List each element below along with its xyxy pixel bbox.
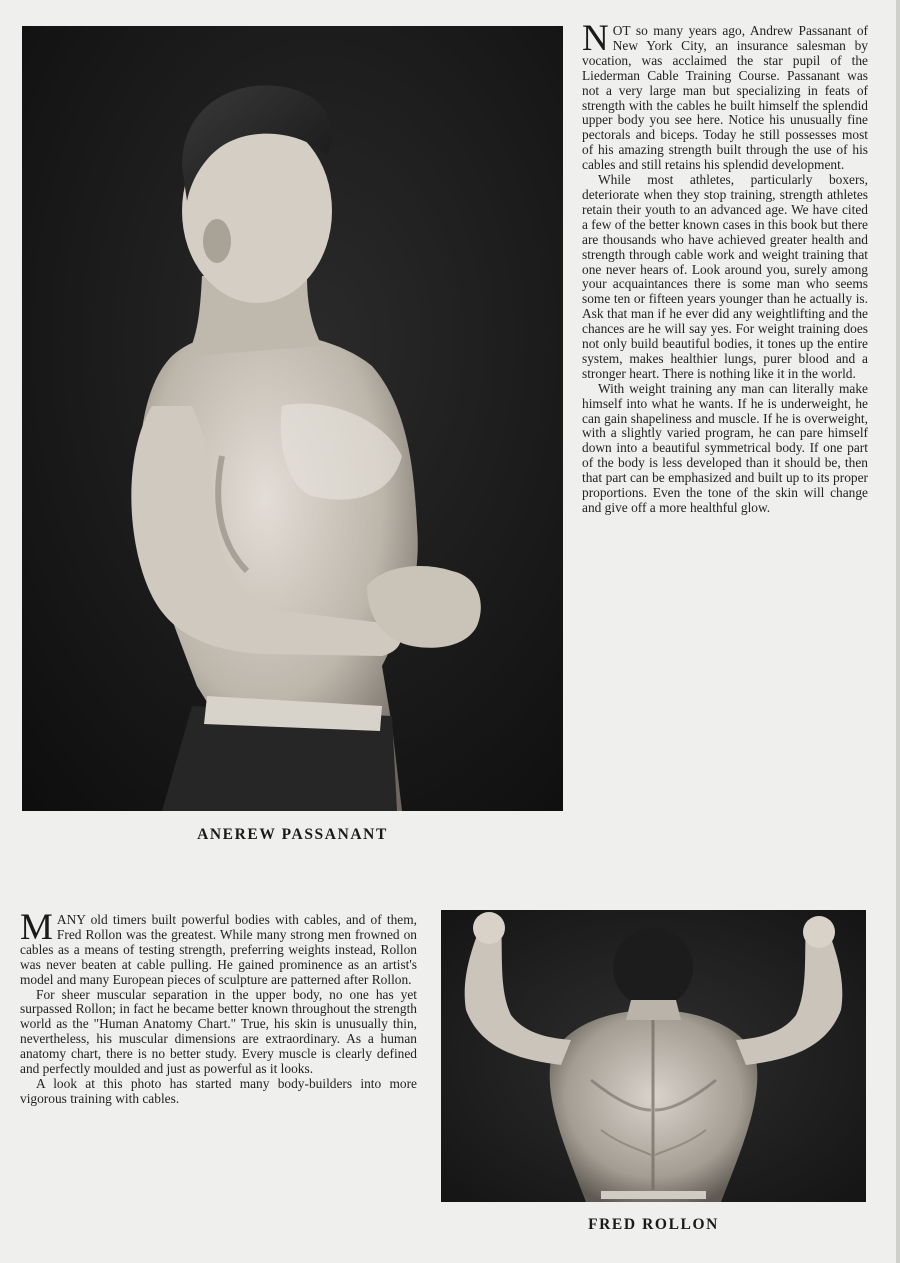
rollon-photo [441,910,866,1202]
passanant-article [582,18,868,516]
passanant-paragraph-2: While most athletes, particularly boxers, deteriorate when they stop training, strength athletes retain their youth to an advanced age. We have cited a few of the better known cases in this book but there are thousands who have achieved greater health and strength through cable work and weight training that one never hears of. Look around you, surely among your acquaintances there is some man who seems some ten or fifteen years younger than he actually is. Ask that man if he ever did any weightlifting and the chances are he will say yes. For weight training does not only build beautiful bodies, it tones up the entire system, makes healthier lungs, purer blood and a stronger heart. There is nothing like it in the world. [582,172,868,381]
rollon-article [20,907,417,1107]
rollon-paragraph-3: A look at this photo has started many body-builders into more vigorous training with cables. [20,1075,417,1106]
passanant-paragraph-1-text: OT so many years ago, Andrew Passanant of New York City, an insurance salesman by vocation, was acclaimed the star pupil of the Liederman Cable Training Course. Passanant was not a very large man but specializing in feats of strength with the cables he built himself the splendid upper body you see here. Notice his unusually fine pectorals and biceps. Today he still possesses most of his amazing strength built through the use of his cables and still retains his splendid development. [582,23,868,173]
rollon-photo-image [441,910,866,1202]
passanant-paragraph-1 [582,18,868,173]
rollon-paragraph-2: For sheer muscular separation in the upper body, no one has yet surpassed Rollon; in fact he became better known throughout the strength world as the "Human Anatomy Chart." True, his skin is unusually thin, nevertheless, his muscular dimensions are extraordinary. As a human anatomy chart, there is no better study. Every muscle is clearly defined and perfectly moulded and just as powerful as it looks. [20,986,417,1077]
rollon-paragraph-1-text: ANY old timers built powerful bodies with cables, and of them, Fred Rollon was the greatest. While many strong men frowned on cables as a means of testing strength, preferring weights instead, Rollon was never beaten at cable pulling. He gained prominence as an artist's model and many European pieces of sculpture are patterned after Rollon. [20,912,417,987]
rollon-caption: FRED ROLLON [588,1216,719,1233]
passanant-paragraph-3: With weight training any man can literally make himself into what he wants. If he is underweight, he can gain shapeliness and muscle. If he is overweight, with a slightly varied program, he can pare himself down into a beautiful symmetrical body. If one part of the body is less developed than it should be, then that part can be emphasized and built up to its proper proportions. Even the tone of the skin will change and give off a more healthful glow. [582,380,868,515]
passanant-caption: ANEREW PASSANANT [197,826,388,843]
passanant-photo-image [22,26,563,811]
page-edge [896,0,900,1263]
rollon-paragraph-1 [20,907,417,988]
passanant-dropcap: N [582,18,609,59]
passanant-photo [22,26,563,811]
rollon-dropcap: M [20,907,53,948]
